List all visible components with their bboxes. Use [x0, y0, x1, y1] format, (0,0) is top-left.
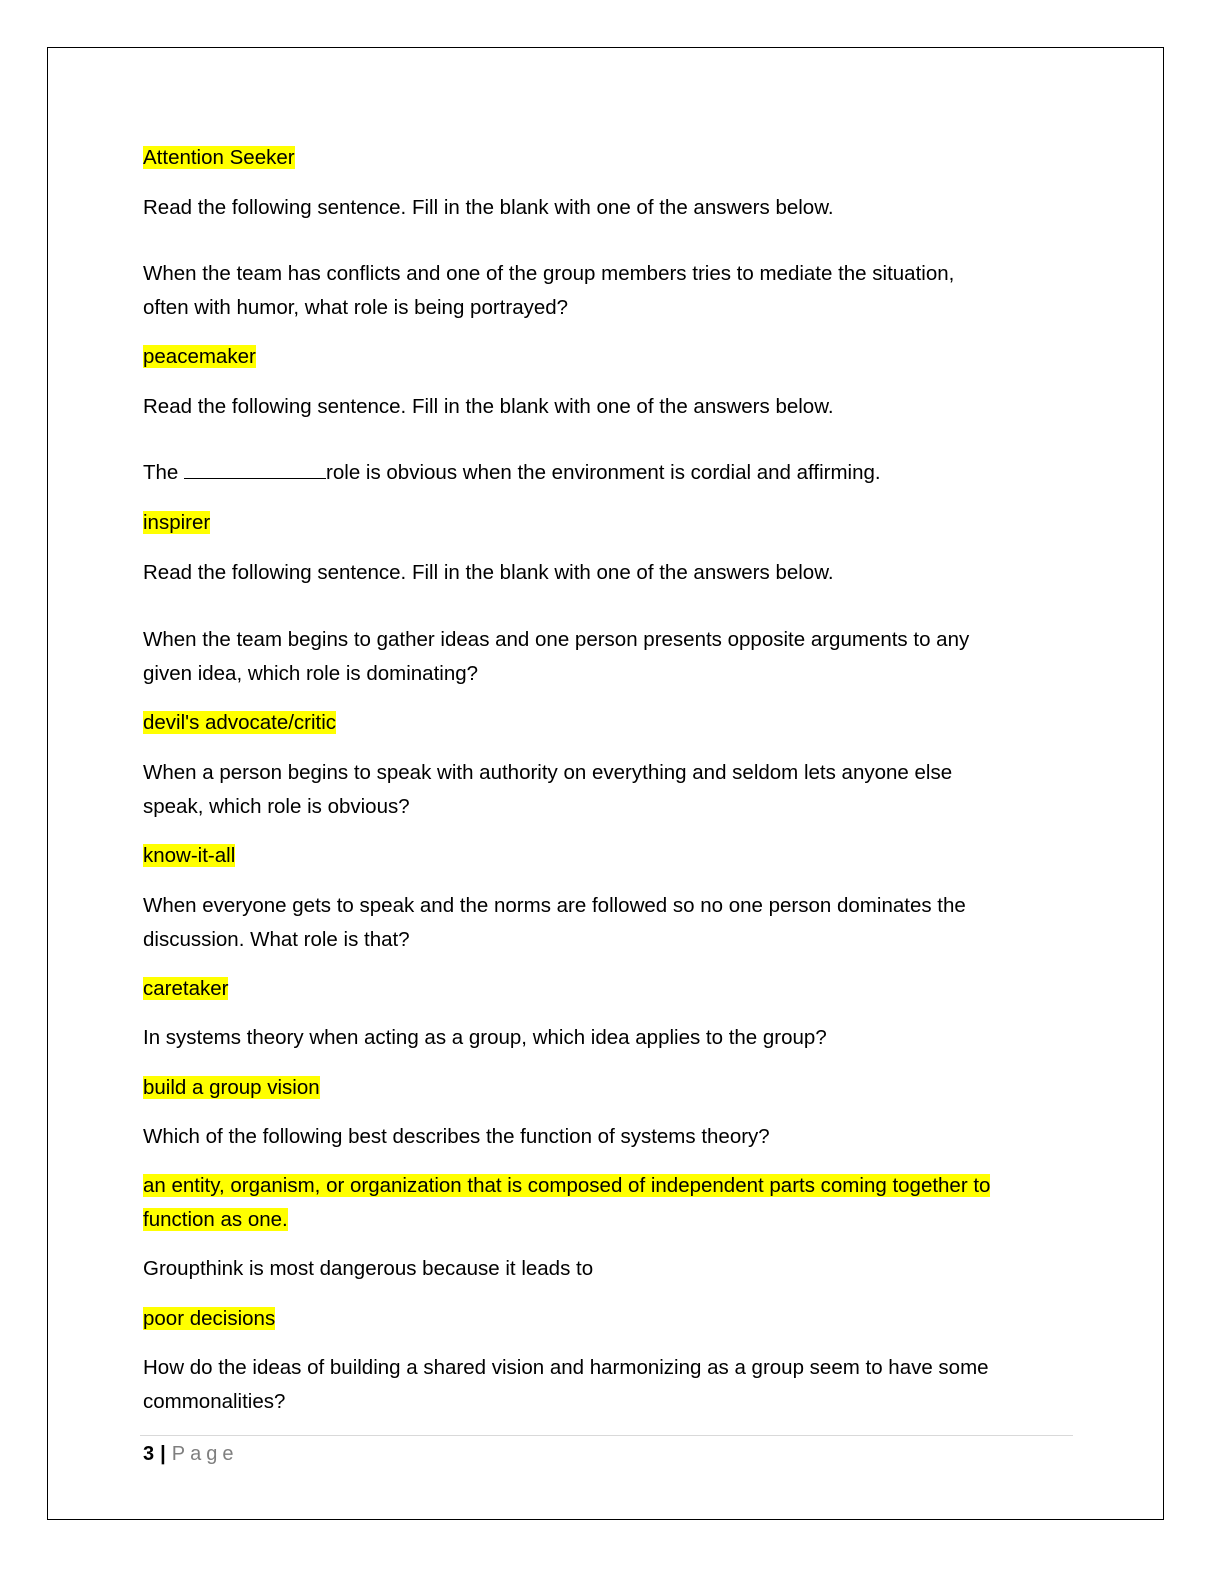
answer-highlight [143, 506, 210, 540]
question-line: When the team has conflicts and one of the group members tries to mediate the situation, [143, 262, 955, 285]
answer-highlight [143, 340, 256, 374]
question-line: given idea, which role is dominating? [143, 662, 479, 685]
answer-highlight [143, 839, 235, 873]
answer-highlight [143, 706, 336, 740]
page-footer [143, 1440, 238, 1468]
question-line: Which of the following best describes the function of systems theory? [143, 1125, 770, 1148]
blank-line [184, 458, 326, 479]
footer-rule [140, 1435, 1073, 1436]
question-line: In systems theory when acting as a group, which idea applies to the group? [143, 1026, 827, 1049]
answer-text: inspirer [143, 511, 211, 534]
fill-in-blank-sentence [143, 456, 881, 490]
question-line: commonalities? [143, 1390, 286, 1413]
question-line: often with humor, what role is being portrayed? [143, 296, 569, 319]
question-line: When the team begins to gather ideas and one person presents opposite arguments to any [143, 628, 970, 651]
question-line: discussion. What role is that? [143, 928, 410, 951]
footer-separator: | [160, 1443, 166, 1465]
answer-highlight [143, 1071, 320, 1105]
answer-highlight [143, 1169, 990, 1203]
answer-text: Attention Seeker [143, 146, 295, 169]
answer-text: function as one. [143, 1208, 288, 1231]
answer-text: devil's advocate/critic [143, 711, 337, 734]
answer-text: poor decisions [143, 1307, 276, 1330]
question-line: How do the ideas of building a shared vision and harmonizing as a group seem to have some [143, 1356, 989, 1379]
question-line: When everyone gets to speak and the norms are followed so no one person dominates the [143, 894, 966, 917]
page-label: Page [171, 1443, 239, 1465]
question-line: When a person begins to speak with authority on everything and seldom lets anyone else [143, 761, 953, 784]
answer-highlight [143, 1203, 288, 1237]
sentence-end: role is obvious when the environment is cordial and affirming. [326, 461, 881, 484]
answer-highlight [143, 972, 228, 1006]
page-number: 3 [143, 1443, 155, 1465]
answer-text: peacemaker [143, 345, 256, 368]
instruction-text: Read the following sentence. Fill in the blank with one of the answers below. [143, 395, 834, 418]
instruction-text: Read the following sentence. Fill in the blank with one of the answers below. [143, 196, 834, 219]
sentence-start: The [143, 461, 185, 484]
answer-text: caretaker [143, 977, 229, 1000]
answer-text: an entity, organism, or organization that is composed of independent parts coming together to [143, 1174, 991, 1197]
instruction-text: Read the following sentence. Fill in the blank with one of the answers below. [143, 561, 834, 584]
answer-highlight [143, 1302, 275, 1336]
question-line: Groupthink is most dangerous because it leads to [143, 1257, 594, 1280]
answer-text: build a group vision [143, 1076, 320, 1099]
answer-text: know-it-all [143, 844, 236, 867]
answer-highlight [143, 141, 295, 175]
question-line: speak, which role is obvious? [143, 795, 410, 818]
